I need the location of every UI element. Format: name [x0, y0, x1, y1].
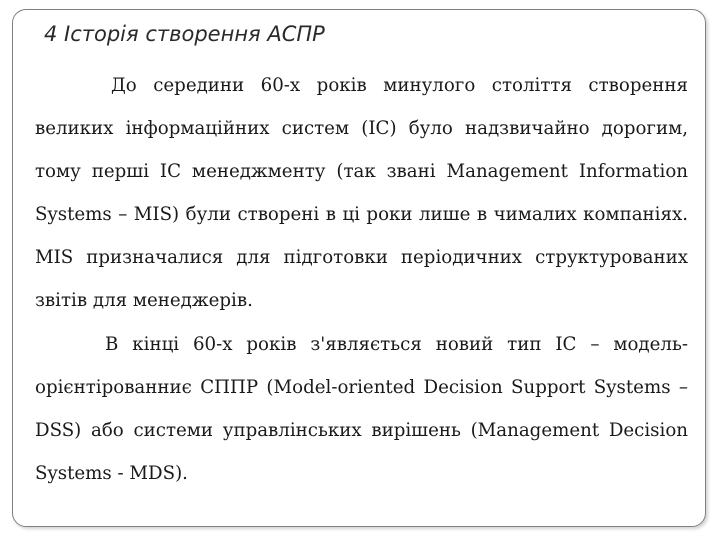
paragraph-mis: До середини 60-х років минулого століття створення великих інформаційних систем (ІС) було надзвичайно дорогим, тому перші ІС менеджменту (так звані Management Information Systems – MIS) були створені в ці роки лише в чималих компаніях. MIS призначалися для підготовки періодичних структурованих звітів для менеджерів. — [35, 75, 688, 312]
slide-title: 4 Історія створення АСПР — [44, 22, 325, 46]
paragraph-dss: В кінці 60-х років з'являється новий тип ІС – модель-орієнтірованниє СППР (Model-oriented Decision Support Systems – DSS) або системи управлінських вирішень (Management Decision Systems - MDS). — [35, 333, 688, 484]
slide-body — [35, 64, 688, 495]
